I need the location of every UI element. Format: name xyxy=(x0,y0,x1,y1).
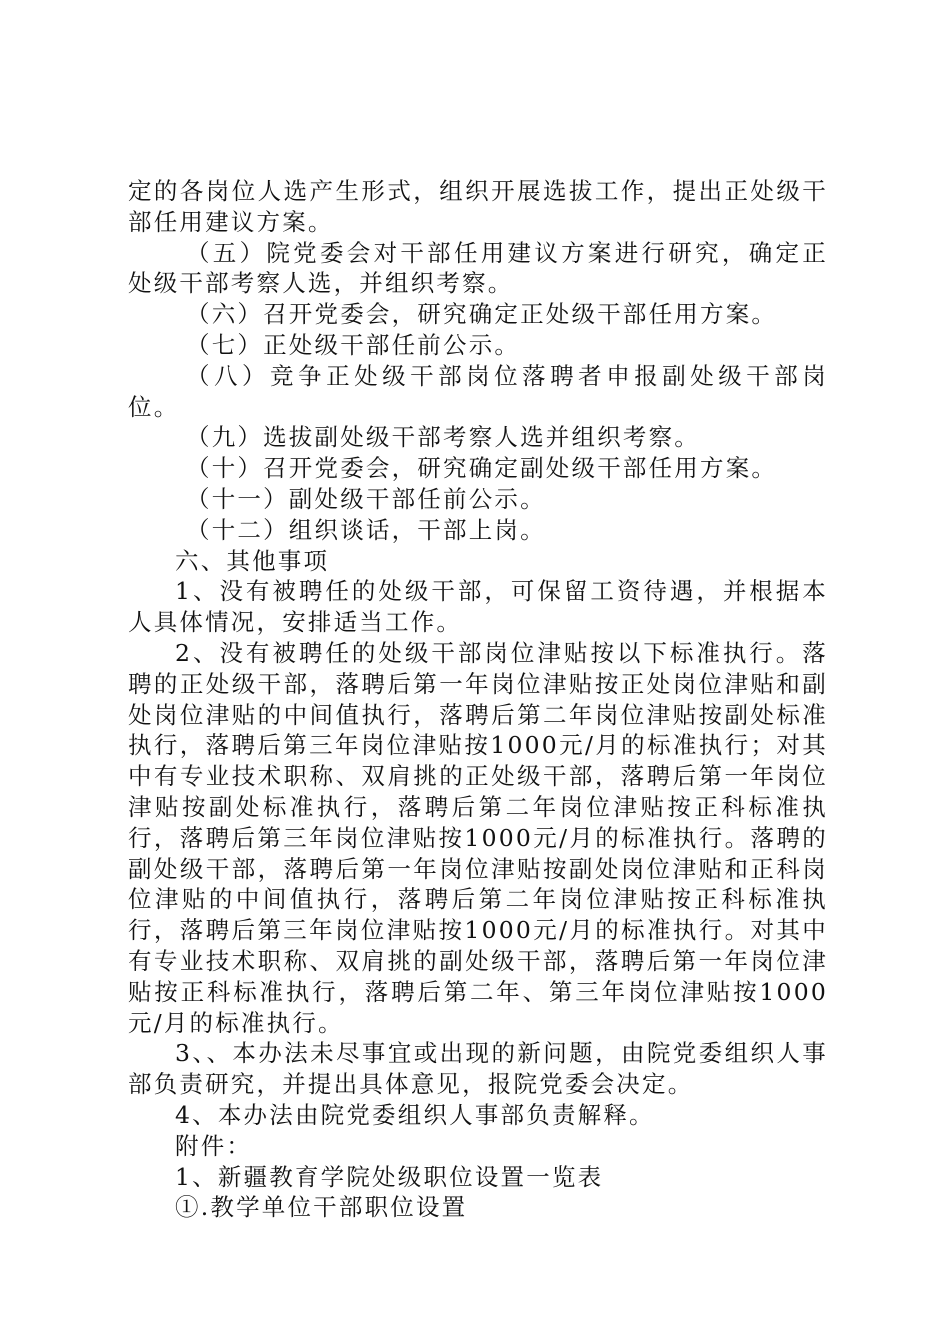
paragraph-step-8: （八）竞争正处级干部岗位落聘者申报副处级干部岗位。 xyxy=(128,361,828,421)
paragraph-item-1: 1、没有被聘任的处级干部，可保留工资待遇，并根据本人具体情况，安排适当工作。 xyxy=(128,577,828,637)
attachment-subitem-1: ①.教学单位干部职位设置 xyxy=(175,1193,468,1222)
paragraph-item-2: 2、没有被聘任的处级干部岗位津贴按以下标准执行。落聘的正处级干部，落聘后第一年岗位津贴按正处岗位津贴和副处岗位津贴的中间值执行，落聘后第二年岗位津贴按副处标准执行，落聘后第三年岗位津贴按1000元/月的标准执行；对其中有专业技术职称、双肩挑的正处级干部，落聘后第一年岗位津贴按副处标准执行，落聘后第二年岗位津贴按正科标准执行，落聘后第三年岗位津贴按1000元/月的标准执行。落聘的副处级干部，落聘后第一年岗位津贴按副处岗位津贴和正科岗位津贴的中间值执行，落聘后第二年岗位津贴按正科标准执行，落聘后第三年岗位津贴按1000元/月的标准执行。对其中有专业技术职称、双肩挑的副处级干部，落聘后第一年岗位津贴按正科标准执行，落聘后第二年、第三年岗位津贴按1000元/月的标准执行。 xyxy=(128,638,828,1037)
paragraph-step-12: （十二）组织谈话，干部上岗。 xyxy=(186,515,546,544)
paragraph-step-9: （九）选拔副处级干部考察人选并组织考察。 xyxy=(186,423,700,452)
document-body xyxy=(128,176,828,1223)
paragraph-step-11: （十一）副处级干部任前公示。 xyxy=(186,484,546,513)
paragraph-step-7: （七）正处级干部任前公示。 xyxy=(186,330,521,359)
paragraph-continuation: 定的各岗位人选产生形式，组织开展选拔工作，提出正处级干部任用建议方案。 xyxy=(128,177,828,236)
section-heading-other-matters: 六、其他事项 xyxy=(175,546,330,575)
paragraph-step-5: （五）院党委会对干部任用建议方案进行研究，确定正处级干部考察人选，并组织考察。 xyxy=(128,238,828,298)
paragraph-step-10: （十）召开党委会，研究确定副处级干部任用方案。 xyxy=(186,454,778,483)
attachment-item-1: 1、新疆教育学院处级职位设置一览表 xyxy=(175,1162,604,1191)
paragraph-step-6: （六）召开党委会，研究确定正处级干部任用方案。 xyxy=(186,300,778,329)
paragraph-item-3: 3、、本办法未尽事宜或出现的新问题，由院党委组织人事部负责研究，并提出具体意见，报院党委会决定。 xyxy=(128,1039,828,1099)
paragraph-item-4: 4、本办法由院党委组织人事部负责解释。 xyxy=(175,1100,655,1129)
attachment-heading: 附件： xyxy=(175,1131,253,1160)
